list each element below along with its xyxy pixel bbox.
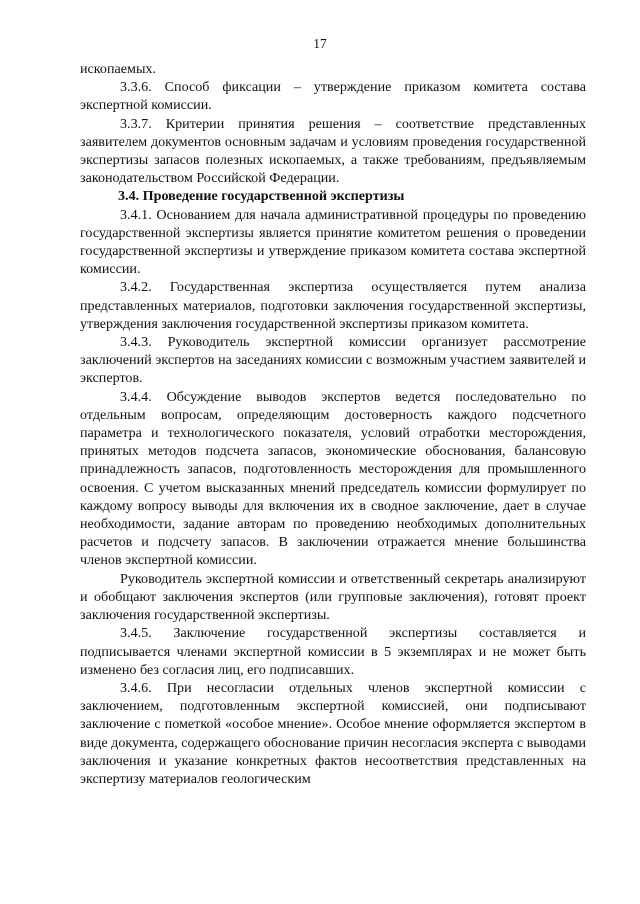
page-number: 17: [313, 36, 327, 51]
section-heading-3-4: 3.4. Проведение государственной экспертизы: [118, 188, 405, 205]
paragraph-3-3-7: 3.3.7. Критерии принятия решения – соответствие представленных заявителем документов основным задачам и условиям проведения государственной экспертизы запасов полезных ископаемых, а также требованиям, предъявляемым законодательством Российской Федерации.: [80, 115, 586, 187]
paragraph-3-4-4: 3.4.4. Обсуждение выводов экспертов ведется последовательно по отдельным вопросам, определяющим достоверность каждого подсчетного параметра и технологического показателя, условий отработки месторождения, принятых методов подсчета запасов, экономические обоснования, балансовую принадлежность запасов, подготовленность месторождения для промышленного освоения. С учетом высказанных мнений председатель комиссии формулирует по каждому вопросу выводы для включения их в сводное заключение, дает в случае необходимости, задание авторам по проведению необходимых дополнительных расчетов и подсчету запасов. В заключении отражается мнение большинства членов экспертной комиссии.: [80, 388, 586, 569]
paragraph-3-4-1: 3.4.1. Основанием для начала административной процедуры по проведению государственной экспертизы является принятие комитетом решения о проведении государственной экспертизы и утверждение приказом комитета состава экспертной комиссии.: [80, 206, 586, 278]
paragraph-3-3-6: 3.3.6. Способ фиксации – утверждение приказом комитета состава экспертной комиссии.: [80, 79, 586, 114]
document-body: [80, 60, 586, 788]
paragraph-3-4-6: 3.4.6. При несогласии отдельных членов экспертной комиссии с заключением, подготовленным экспертной комиссией, они подписывают заключение с пометкой «особое мнение». Особое мнение оформляется экспертом в виде документа, содержащего обоснование причин несогласия эксперта с выводами заключения и указание конкретных фактов несоответствия представленных на экспертизу материалов геологическим: [80, 679, 586, 787]
paragraph-3-4-2: 3.4.2. Государственная экспертиза осуществляется путем анализа представленных материалов, подготовки заключения государственной экспертизы, утверждения заключения государственной экспертизы приказом комитета.: [80, 279, 586, 332]
paragraph-continuation: ископаемых.: [80, 61, 156, 77]
paragraph-supervisor: Руководитель экспертной комиссии и ответственный секретарь анализируют и обобщают заключения экспертов (или групповые заключения), готовят проект заключения государственной экспертизы.: [80, 570, 586, 624]
paragraph-3-4-3: 3.4.3. Руководитель экспертной комиссии организует рассмотрение заключений экспертов на заседаниях комиссии с возможным участием заявителей и экспертов.: [80, 334, 586, 387]
paragraph-3-4-5: 3.4.5. Заключение государственной экспертизы составляется и подписывается членами экспертной комиссии в 5 экземплярах и не может быть изменено без согласия лиц, его подписавших.: [80, 625, 586, 678]
